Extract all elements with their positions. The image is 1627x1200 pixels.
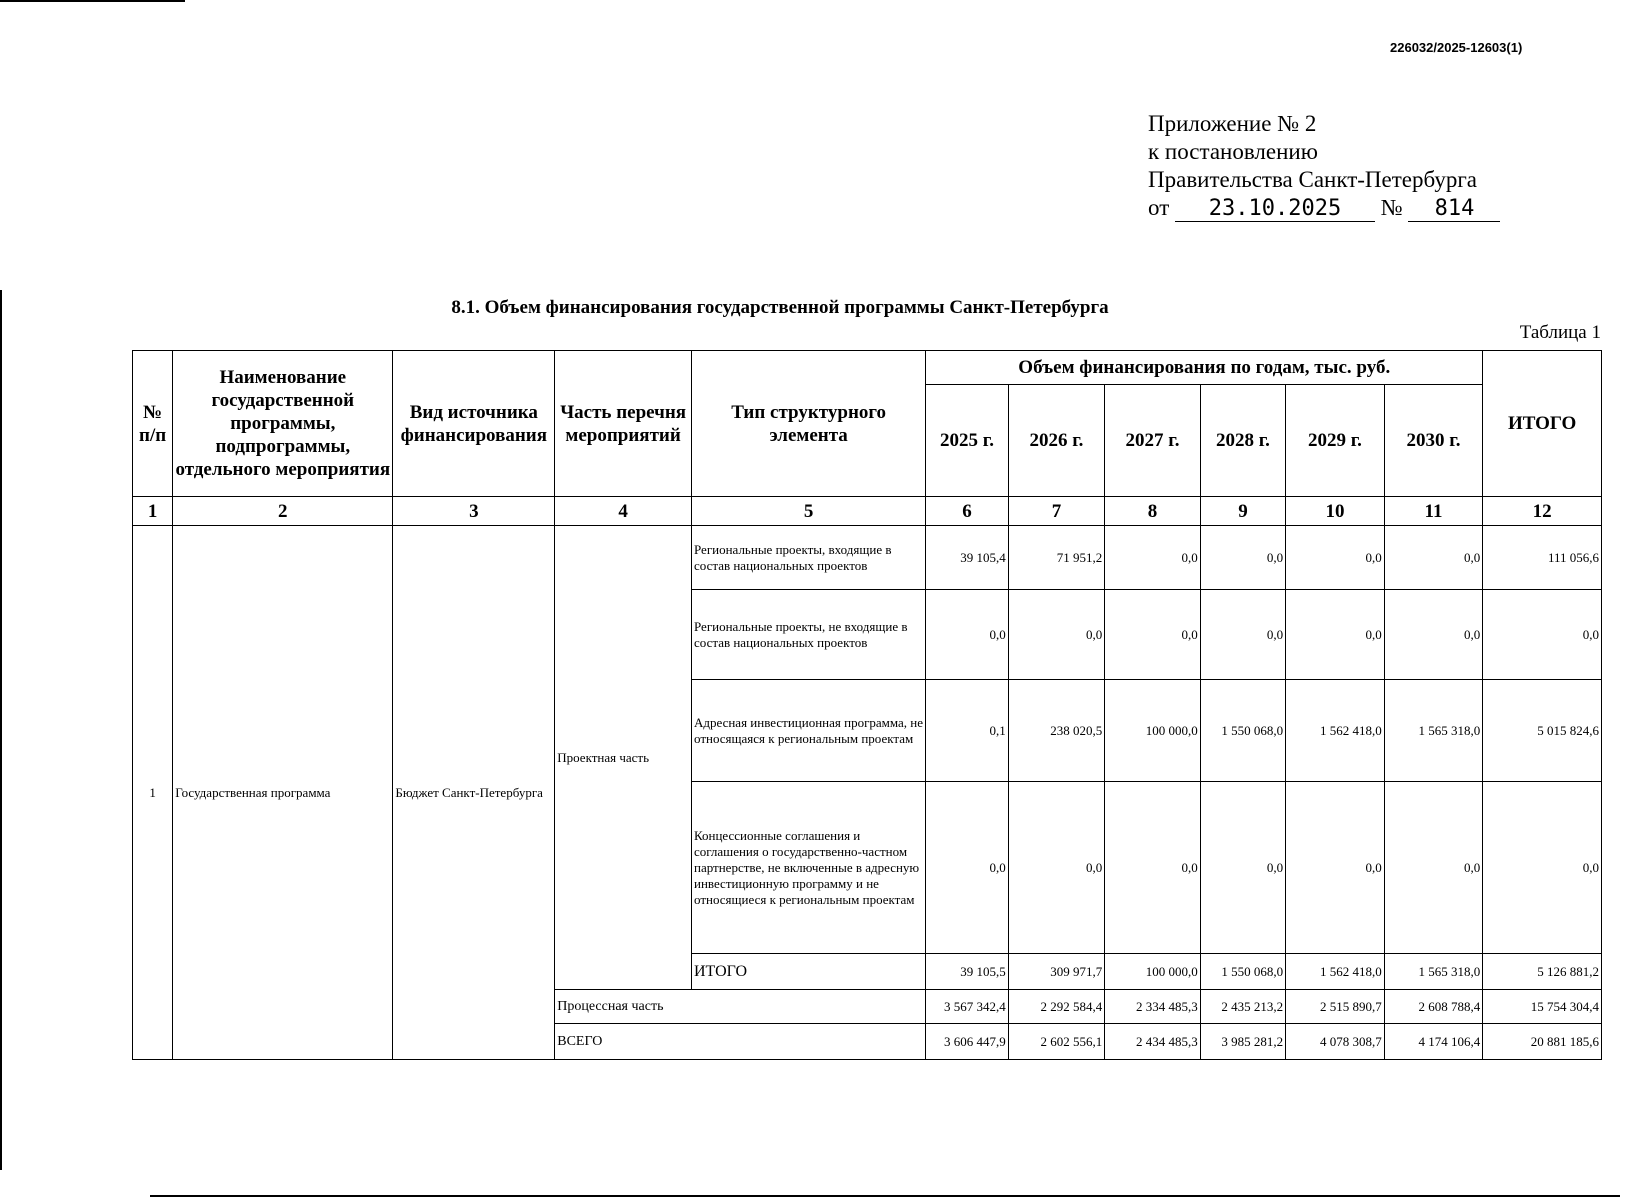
value-2028: 3 985 281,2 [1200, 1024, 1285, 1060]
value-2028: 2 435 213,2 [1200, 990, 1285, 1024]
header-year-2030: 2030 г. [1384, 385, 1483, 497]
appendix-line-2: к постановлению [1148, 139, 1318, 164]
header-total: ИТОГО [1483, 351, 1602, 497]
value-2029: 4 078 308,7 [1286, 1024, 1385, 1060]
header-year-2026: 2026 г. [1008, 385, 1105, 497]
value-2028: 0,0 [1200, 782, 1285, 954]
value-2029: 1 562 418,0 [1286, 680, 1385, 782]
scan-edge-bottom [150, 1195, 1620, 1197]
document-number: 226032/2025-12603(1) [1390, 40, 1523, 55]
value-2025: 39 105,5 [926, 954, 1008, 990]
column-number: 4 [555, 497, 692, 526]
appendix-date-line [1148, 194, 1500, 222]
value-2028: 0,0 [1200, 526, 1285, 590]
value-2029: 0,0 [1286, 526, 1385, 590]
column-number: 5 [691, 497, 925, 526]
value-2028: 1 550 068,0 [1200, 680, 1285, 782]
header-year-2029: 2029 г. [1286, 385, 1385, 497]
value-2026: 0,0 [1008, 590, 1105, 680]
header-funding-source: Вид источника финансирования [393, 351, 555, 497]
value-2027: 100 000,0 [1105, 954, 1201, 990]
row-number: 1 [133, 526, 173, 1060]
value-2030: 1 565 318,0 [1384, 954, 1483, 990]
value-2027: 0,0 [1105, 526, 1201, 590]
value-2030: 0,0 [1384, 590, 1483, 680]
value-2028: 0,0 [1200, 590, 1285, 680]
column-number: 11 [1384, 497, 1483, 526]
table-row [133, 526, 1602, 590]
program-name: Государственная программа [173, 526, 393, 1060]
value-2026: 71 951,2 [1008, 526, 1105, 590]
value-total: 5 015 824,6 [1483, 680, 1602, 782]
value-2027: 0,0 [1105, 590, 1201, 680]
funding-source: Бюджет Санкт-Петербурга [393, 526, 555, 1060]
column-number: 10 [1286, 497, 1385, 526]
appendix-line-1: Приложение № 2 [1148, 111, 1317, 136]
value-total: 20 881 185,6 [1483, 1024, 1602, 1060]
value-2025: 3 606 447,9 [926, 1024, 1008, 1060]
scan-edge-left [0, 290, 2, 1170]
column-number: 9 [1200, 497, 1285, 526]
value-2026: 2 292 584,4 [1008, 990, 1105, 1024]
resolution-date: 23.10.2025 [1175, 197, 1375, 222]
value-total: 5 126 881,2 [1483, 954, 1602, 990]
header-program-name: Наименование государственной программы, подпрограммы, отдельного мероприятия [173, 351, 393, 497]
column-number-row [133, 497, 1602, 526]
value-2027: 100 000,0 [1105, 680, 1201, 782]
value-2025: 0,0 [926, 590, 1008, 680]
from-label: от [1148, 195, 1170, 220]
value-total: 111 056,6 [1483, 526, 1602, 590]
column-number: 7 [1008, 497, 1105, 526]
value-2025: 3 567 342,4 [926, 990, 1008, 1024]
column-number: 12 [1483, 497, 1602, 526]
project-total-label: ИТОГО [691, 954, 925, 990]
value-2025: 0,0 [926, 782, 1008, 954]
value-2025: 0,1 [926, 680, 1008, 782]
appendix-line-3: Правительства Санкт-Петербурга [1148, 167, 1477, 192]
element-type: Региональные проекты, не входящие в состав национальных проектов [691, 590, 925, 680]
value-2025: 39 105,4 [926, 526, 1008, 590]
value-total: 15 754 304,4 [1483, 990, 1602, 1024]
column-number: 2 [173, 497, 393, 526]
column-number: 3 [393, 497, 555, 526]
scan-edge-top [0, 0, 185, 2]
value-2026: 238 020,5 [1008, 680, 1105, 782]
column-number: 6 [926, 497, 1008, 526]
financing-table [132, 350, 1602, 1060]
column-number: 8 [1105, 497, 1201, 526]
value-2030: 0,0 [1384, 526, 1483, 590]
element-type: Адресная инвестиционная программа, не относящаяся к региональным проектам [691, 680, 925, 782]
value-2027: 2 334 485,3 [1105, 990, 1201, 1024]
header-years-group: Объем финансирования по годам, тыс. руб. [926, 351, 1483, 385]
value-2029: 0,0 [1286, 590, 1385, 680]
number-label: № [1380, 195, 1403, 220]
value-2026: 0,0 [1008, 782, 1105, 954]
value-2030: 2 608 788,4 [1384, 990, 1483, 1024]
appendix-block [1148, 110, 1500, 222]
process-part-label: Процессная часть [555, 990, 926, 1024]
header-year-2028: 2028 г. [1200, 385, 1285, 497]
value-2026: 2 602 556,1 [1008, 1024, 1105, 1060]
value-2029: 2 515 890,7 [1286, 990, 1385, 1024]
header-year-2025: 2025 г. [926, 385, 1008, 497]
value-total: 0,0 [1483, 782, 1602, 954]
value-total: 0,0 [1483, 590, 1602, 680]
element-type: Региональные проекты, входящие в состав национальных проектов [691, 526, 925, 590]
header-year-2027: 2027 г. [1105, 385, 1201, 497]
value-2030: 0,0 [1384, 782, 1483, 954]
section-title: 8.1. Объем финансирования государственной программы Санкт-Петербурга [451, 297, 1109, 318]
value-2029: 0,0 [1286, 782, 1385, 954]
table-label: Таблица 1 [1519, 322, 1601, 343]
value-2027: 2 434 485,3 [1105, 1024, 1201, 1060]
value-2026: 309 971,7 [1008, 954, 1105, 990]
header-activity-part: Часть перечня мероприятий [555, 351, 692, 497]
project-part-label: Проектная часть [555, 526, 692, 990]
value-2028: 1 550 068,0 [1200, 954, 1285, 990]
column-number: 1 [133, 497, 173, 526]
header-element-type: Тип структурного элемента [691, 351, 925, 497]
value-2027: 0,0 [1105, 782, 1201, 954]
header-number: № п/п [133, 351, 173, 497]
value-2030: 4 174 106,4 [1384, 1024, 1483, 1060]
value-2030: 1 565 318,0 [1384, 680, 1483, 782]
resolution-number: 814 [1408, 197, 1500, 222]
element-type: Концессионные соглашения и соглашения о государственно-частном партнерстве, не включенные в адресную инвестиционную программу и не относящиеся к региональным проектам [691, 782, 925, 954]
value-2029: 1 562 418,0 [1286, 954, 1385, 990]
grand-total-label: ВСЕГО [555, 1024, 926, 1060]
